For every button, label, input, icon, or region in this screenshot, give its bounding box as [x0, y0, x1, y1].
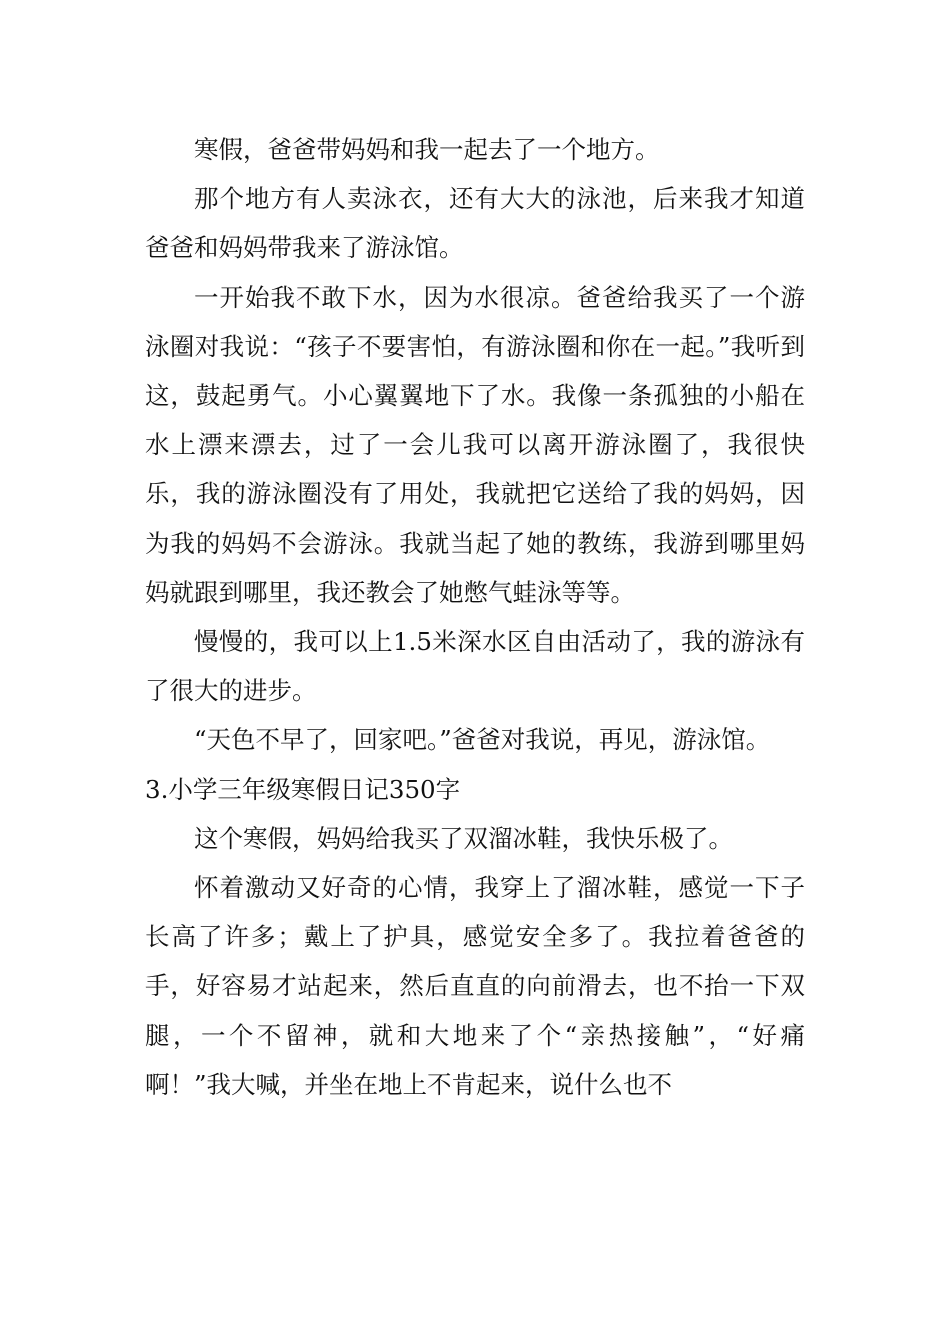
paragraph-7: 怀着激动又好奇的心情，我穿上了溜冰鞋，感觉一下子长高了许多；戴上了护具，感觉安全多了。我拉着爸爸的手，好容易才站起来，然后直直的向前滑去，也不抬一下双腿，一个不留神，就和大地来了个“亲热接触”，“好痛啊！”我大喊，并坐在地上不肯起来，说什么也不	[145, 873, 805, 1099]
paragraph-1: 寒假，爸爸带妈妈和我一起去了一个地方。	[194, 135, 660, 164]
paragraph-5: “天色不早了，回家吧。”爸爸对我说，再见，游泳馆。	[194, 725, 771, 755]
paragraph-2: 那个地方有人卖泳衣，还有大大的泳池，后来我才知道爸爸和妈妈带我来了游泳馆。	[145, 184, 805, 263]
document-body	[145, 125, 805, 1109]
paragraph-6: 这个寒假，妈妈给我买了双溜冰鞋，我快乐极了。	[194, 823, 733, 853]
paragraph-4: 慢慢的，我可以上1.5米深水区自由活动了，我的游泳有了很大的进步。	[145, 627, 805, 706]
section-heading: 3.小学三年级寒假日记350字	[145, 774, 461, 804]
paragraph-3: 一开始我不敢下水，因为水很凉。爸爸给我买了一个游泳圈对我说：“孩子不要害怕，有游泳圈和你在一起。”我听到这，鼓起勇气。小心翼翼地下了水。我像一条孤独的小船在水上漂来漂去，过了一会儿我可以离开游泳圈了，我很快乐，我的游泳圈没有了用处，我就把它送给了我的妈妈，因为我的妈妈不会游泳。我就当起了她的教练，我游到哪里妈妈就跟到哪里，我还教会了她憋气蛙泳等等。	[145, 282, 805, 607]
